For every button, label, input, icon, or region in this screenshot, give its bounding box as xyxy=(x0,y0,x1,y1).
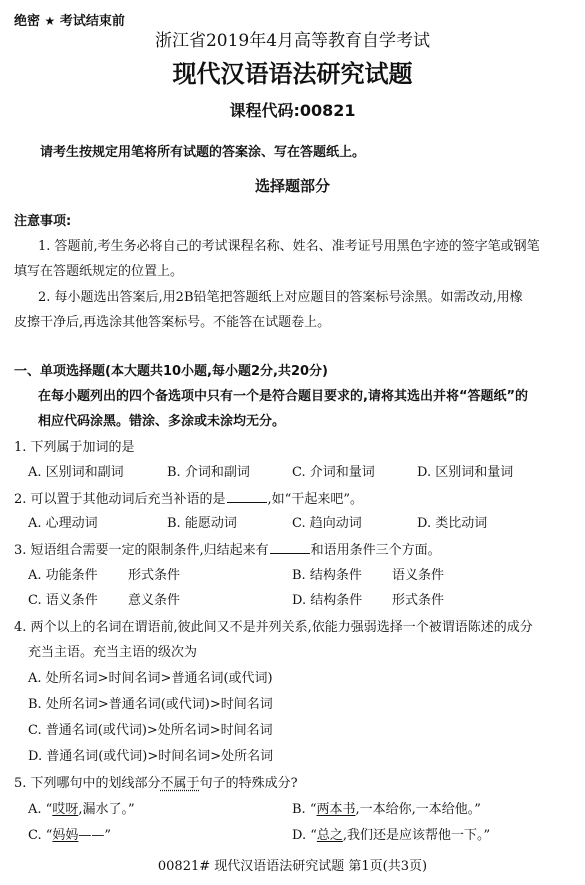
q5-a-post: ,漏水了。” xyxy=(78,802,135,817)
secret-label: 绝密 xyxy=(14,14,41,29)
q5-option-b xyxy=(292,801,481,819)
page-footer: 00821# 现代汉语语法研究试题 第1页(共3页) xyxy=(157,859,428,874)
page-title: 现代汉语语法研究试题 xyxy=(172,60,413,88)
q3-blank xyxy=(270,541,310,554)
q5-c-underlined: 妈妈 xyxy=(52,828,79,843)
q3-stem xyxy=(14,541,441,560)
q5-c-pre: C. “ xyxy=(28,828,53,843)
q3-stem-post: 和语用条件三个方面。 xyxy=(310,543,441,558)
q3-option-d: D. 结构条件 xyxy=(292,593,363,608)
q5-stem-pre: 5. 下列哪句中的划线部分 xyxy=(14,776,161,791)
q3-option-b-2: 语义条件 xyxy=(392,568,445,583)
secret-note: 考试结束前 xyxy=(59,14,125,29)
q2-blank xyxy=(227,490,267,503)
q3-option-d-2: 形式条件 xyxy=(392,593,445,608)
part1-heading: 一、单项选择题(本大题共10小题,每小题2分,共20分) xyxy=(14,364,328,379)
q5-option-d xyxy=(292,827,490,845)
exam-line: 浙江省2019年4月高等教育自学考试 xyxy=(154,31,431,51)
q3-option-a-2: 形式条件 xyxy=(128,568,181,583)
star-icon: ★ xyxy=(44,14,56,28)
notice-heading: 注意事项: xyxy=(14,214,72,229)
notice-item-1: 1. 答题前,考生务必将自己的考试课程名称、姓名、准考证号用黑色字迹的签字笔或钢笔 xyxy=(38,239,540,254)
notice-item-2: 2. 每小题选出答案后,用2B铅笔把答题纸上对应题目的答案标号涂黑。如需改动,用橡 xyxy=(38,290,523,305)
q2-option-a: A. 心理动词 xyxy=(28,516,98,531)
q1-stem: 1. 下列属于加词的是 xyxy=(14,440,135,455)
q2-stem xyxy=(14,490,363,509)
q2-option-c: C. 趋向动词 xyxy=(292,516,362,531)
part1-desc-1: 在每小题列出的四个备选项中只有一个是符合题目要求的,请将其选出并将“答题纸”的 xyxy=(38,389,529,404)
q5-stem xyxy=(14,775,298,793)
q3-option-b: B. 结构条件 xyxy=(292,568,362,583)
course-code: 课程代码:00821 xyxy=(229,101,356,120)
q4-option-d: D. 普通名词(或代词)>时间名词>处所名词 xyxy=(28,749,274,764)
q5-stem-emphasis: 不属于 xyxy=(160,776,200,791)
q4-option-a: A. 处所名词>时间名词>普通名词(或代词) xyxy=(28,671,273,686)
q5-stem-post: 句子的特殊成分? xyxy=(199,776,298,791)
q2-option-b: B. 能愿动词 xyxy=(167,516,237,531)
q5-d-pre: D. “ xyxy=(292,828,317,843)
q5-b-post: ,一本给你,一本给他。” xyxy=(355,802,481,817)
q5-option-a xyxy=(28,801,135,819)
q1-option-a: A. 区别词和副词 xyxy=(28,465,124,480)
q5-b-pre: B. “ xyxy=(292,802,317,817)
q5-d-post: ,我们还是应该帮他一下。” xyxy=(342,828,491,843)
q5-a-pre: A. “ xyxy=(28,802,53,817)
notice-item-2-cont: 皮擦干净后,再选涂其他答案标号。不能答在试题卷上。 xyxy=(14,315,331,330)
q5-b-underlined: 两本书 xyxy=(316,802,356,817)
q5-c-post: ——” xyxy=(78,828,112,843)
q4-stem: 4. 两个以上的名词在谓语前,彼此间又不是并列关系,依能力强弱选择一个被谓语陈述的成分 xyxy=(14,620,533,635)
q5-d-underlined: 总之 xyxy=(316,828,343,843)
q3-option-c: C. 语义条件 xyxy=(28,593,98,608)
section-title: 选择题部分 xyxy=(254,177,330,195)
q5-option-c xyxy=(28,827,111,845)
q2-stem-post: ,如“干起来吧”。 xyxy=(267,492,363,507)
q2-option-d: D. 类比动词 xyxy=(417,516,488,531)
q3-option-a: A. 功能条件 xyxy=(28,568,98,583)
q4-stem-cont: 充当主语。充当主语的级次为 xyxy=(28,645,198,660)
q5-a-underlined: 哎呀 xyxy=(52,802,79,817)
q2-stem-pre: 2. 可以置于其他动词后充当补语的是 xyxy=(14,492,226,507)
part1-desc-2: 相应代码涂黑。错涂、多涂或未涂均无分。 xyxy=(38,414,286,429)
q4-option-c: C. 普通名词(或代词)>处所名词>时间名词 xyxy=(28,723,273,738)
q1-option-d: D. 区别词和量词 xyxy=(417,465,514,480)
confidential-mark xyxy=(14,12,125,31)
q3-option-c-2: 意义条件 xyxy=(128,593,181,608)
answer-instruction: 请考生按规定用笔将所有试题的答案涂、写在答题纸上。 xyxy=(40,145,366,160)
q4-option-b: B. 处所名词>普通名词(或代词)>时间名词 xyxy=(28,697,273,712)
q1-option-b: B. 介词和副词 xyxy=(167,465,250,480)
q1-option-c: C. 介词和量词 xyxy=(292,465,375,480)
q3-stem-pre: 3. 短语组合需要一定的限制条件,归结起来有 xyxy=(14,543,269,558)
notice-item-1-cont: 填写在答题纸规定的位置上。 xyxy=(14,264,184,279)
